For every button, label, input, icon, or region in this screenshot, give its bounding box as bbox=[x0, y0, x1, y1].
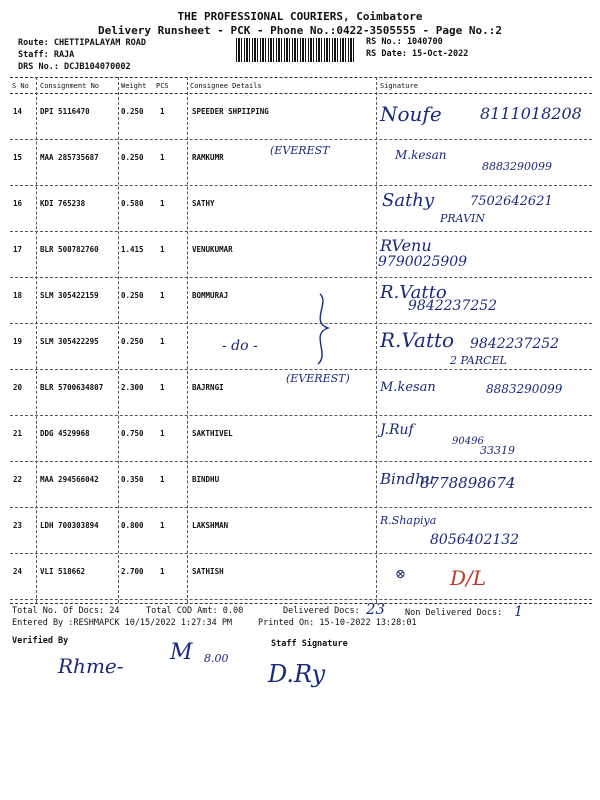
table-row bbox=[10, 554, 592, 600]
table-row bbox=[10, 232, 592, 278]
row-pcs: 1 bbox=[160, 521, 165, 530]
table-row bbox=[10, 140, 592, 186]
row-pcs: 1 bbox=[160, 153, 165, 162]
row-pcs: 1 bbox=[160, 245, 165, 254]
row-consignment-no: MAA 294566042 bbox=[40, 475, 99, 484]
handwritten-signature: Bindhu bbox=[380, 470, 435, 488]
row-consignment-no: DDG 4529968 bbox=[40, 429, 90, 438]
document-subtitle: Delivery Runsheet - PCK - Phone No.:0422-3505555 - Page No.:2 bbox=[98, 24, 502, 37]
handwritten-phone: 8778898674 bbox=[420, 474, 516, 492]
verified-by-label: Verified By bbox=[12, 636, 69, 646]
route-text: Route: CHETTIPALAYAM ROAD bbox=[18, 38, 146, 48]
table-row bbox=[10, 370, 592, 416]
table-row bbox=[10, 186, 592, 232]
staff-text: Staff: RAJA bbox=[18, 50, 75, 60]
row-consignment-no: BLR 500782760 bbox=[40, 245, 99, 254]
row-pcs: 1 bbox=[160, 107, 165, 116]
document-title: THE PROFESSIONAL COURIERS, Coimbatore bbox=[177, 10, 423, 23]
row-pcs: 1 bbox=[160, 383, 165, 392]
table-bottom-divider bbox=[10, 603, 592, 604]
row-weight: 1.415 bbox=[121, 245, 144, 254]
row-weight: 0.250 bbox=[121, 337, 144, 346]
handwritten-signature: Noufe bbox=[380, 102, 442, 126]
non-delivered-label: Non Delivered Docs: bbox=[405, 608, 503, 618]
row-sno: 22 bbox=[13, 475, 23, 484]
row-consignment-no: KDI 765238 bbox=[40, 199, 86, 208]
row-sno: 23 bbox=[13, 521, 23, 530]
staff-signature: D.Ry bbox=[268, 660, 326, 688]
rs-number: RS No.: 1040700 bbox=[366, 37, 443, 47]
row-consignee: LAKSHMAN bbox=[192, 521, 229, 530]
handwritten-phone: 9790025909 bbox=[378, 254, 468, 270]
row-weight: 0.350 bbox=[121, 475, 144, 484]
non-delivered-count: 1 bbox=[514, 604, 523, 620]
table-row bbox=[10, 416, 592, 462]
row-pcs: 1 bbox=[160, 567, 165, 576]
verifier-signature: Rhme- bbox=[58, 654, 124, 678]
row-sno: 20 bbox=[13, 383, 23, 392]
handwritten-note: (EVEREST bbox=[270, 144, 330, 157]
table-top-divider bbox=[10, 77, 592, 78]
staff-signature-label: Staff Signature bbox=[271, 639, 348, 649]
row-consignee: SATHISH bbox=[192, 567, 224, 576]
entered-by: Entered By :RESHMAPCK 10/15/2022 1:27:34 PM bbox=[12, 618, 233, 628]
circled-x-mark: ⊗ bbox=[395, 567, 406, 582]
row-consignment-no: BLR 5700634807 bbox=[40, 383, 104, 392]
row-consignee: SPEEDER SHPIIPING bbox=[192, 107, 269, 116]
handwritten-signature: R.Shapiya bbox=[380, 514, 437, 527]
row-consignment-no: SLM 305422159 bbox=[40, 291, 99, 300]
printed-on: Printed On: 15-10-2022 13:28:01 bbox=[258, 618, 417, 628]
row-consignment-no: LDH 700303894 bbox=[40, 521, 99, 530]
row-weight: 2.700 bbox=[121, 567, 144, 576]
row-consignee: VENUKUMAR bbox=[192, 245, 233, 254]
row-sno: 17 bbox=[13, 245, 23, 254]
handwritten-phone: 8056402132 bbox=[430, 532, 520, 548]
row-consignee: SATHY bbox=[192, 199, 215, 208]
row-weight: 0.250 bbox=[121, 153, 144, 162]
row-consignee: BINDHU bbox=[192, 475, 220, 484]
row-consignment-no: SLM 305422295 bbox=[40, 337, 99, 346]
handwritten-phone: 8883290099 bbox=[482, 160, 552, 173]
row-weight: 0.250 bbox=[121, 107, 144, 116]
time-note: 8.00 bbox=[204, 652, 229, 665]
col-consignment: Consignment No bbox=[40, 82, 100, 90]
row-pcs: 1 bbox=[160, 337, 165, 346]
row-sno: 16 bbox=[13, 199, 23, 208]
row-weight: 0.580 bbox=[121, 199, 144, 208]
handwritten-phone: 8883290099 bbox=[486, 382, 563, 396]
table-row bbox=[10, 462, 592, 508]
row-consignment-no: VLI 518662 bbox=[40, 567, 86, 576]
handwritten-signature: R.Vatto bbox=[380, 282, 447, 303]
col-consignee: Consignee Details bbox=[190, 82, 262, 90]
table-row bbox=[10, 508, 592, 554]
delivered-count: 23 bbox=[366, 600, 386, 618]
handwritten-note: (EVEREST) bbox=[286, 372, 350, 385]
row-consignment-no: DPI 5116470 bbox=[40, 107, 90, 116]
rs-date: RS Date: 15-Oct-2022 bbox=[366, 49, 469, 59]
row-weight: 0.250 bbox=[121, 291, 144, 300]
ditto-mark: - do - bbox=[222, 338, 258, 354]
row-sno: 14 bbox=[13, 107, 23, 116]
handwritten-signature: R.Vatto bbox=[380, 328, 455, 352]
col-sno: S No bbox=[12, 82, 29, 90]
handwritten-phone: 9842237252 bbox=[408, 298, 498, 314]
handwritten-signature: M.kesan bbox=[380, 380, 436, 395]
row-pcs: 1 bbox=[160, 199, 165, 208]
col-signature: Signature bbox=[380, 82, 418, 90]
row-pcs: 1 bbox=[160, 475, 165, 484]
handwritten-note: 33319 bbox=[480, 444, 515, 457]
handwritten-signature: M.kesan bbox=[395, 148, 447, 162]
handwritten-note: 2 PARCEL bbox=[450, 354, 507, 367]
row-sno: 15 bbox=[13, 153, 23, 162]
col-weight: Weight bbox=[121, 82, 147, 90]
handwritten-signature: D/L bbox=[450, 566, 487, 590]
row-consignee: RAMKUMR bbox=[192, 153, 224, 162]
handwritten-signature: J.Ruf bbox=[380, 422, 414, 438]
initials-signature: M bbox=[170, 640, 193, 665]
row-sno: 24 bbox=[13, 567, 23, 576]
total-docs: Total No. Of Docs: 24 bbox=[12, 606, 120, 616]
barcode bbox=[236, 38, 356, 62]
brace-mark bbox=[300, 292, 340, 366]
row-weight: 0.750 bbox=[121, 429, 144, 438]
delivered-label: Delivered Docs: bbox=[283, 606, 360, 616]
row-sno: 21 bbox=[13, 429, 23, 438]
handwritten-signature: RVenu bbox=[380, 236, 432, 255]
handwritten-phone: 9842237252 bbox=[470, 336, 560, 352]
handwritten-phone: 8111018208 bbox=[480, 104, 582, 123]
handwritten-phone: 7502642621 bbox=[470, 194, 553, 209]
row-pcs: 1 bbox=[160, 429, 165, 438]
drs-number: DRS No.: DCJB104070002 bbox=[18, 62, 131, 72]
row-consignee: SAKTHIVEL bbox=[192, 429, 233, 438]
row-weight: 0.800 bbox=[121, 521, 144, 530]
table-row bbox=[10, 94, 592, 140]
row-consignee: BAJRNGI bbox=[192, 383, 224, 392]
row-sno: 18 bbox=[13, 291, 23, 300]
row-consignment-no: MAA 285735687 bbox=[40, 153, 99, 162]
row-consignee: BOMMURAJ bbox=[192, 291, 229, 300]
col-pcs: PCS bbox=[156, 82, 169, 90]
row-sno: 19 bbox=[13, 337, 23, 346]
cod-amount: Total COD Amt: 0.00 bbox=[146, 606, 244, 616]
row-pcs: 1 bbox=[160, 291, 165, 300]
handwritten-signature: Sathy bbox=[382, 190, 435, 211]
handwritten-phone: 90496 bbox=[452, 436, 484, 447]
handwritten-note: PRAVIN bbox=[440, 212, 485, 225]
row-weight: 2.300 bbox=[121, 383, 144, 392]
